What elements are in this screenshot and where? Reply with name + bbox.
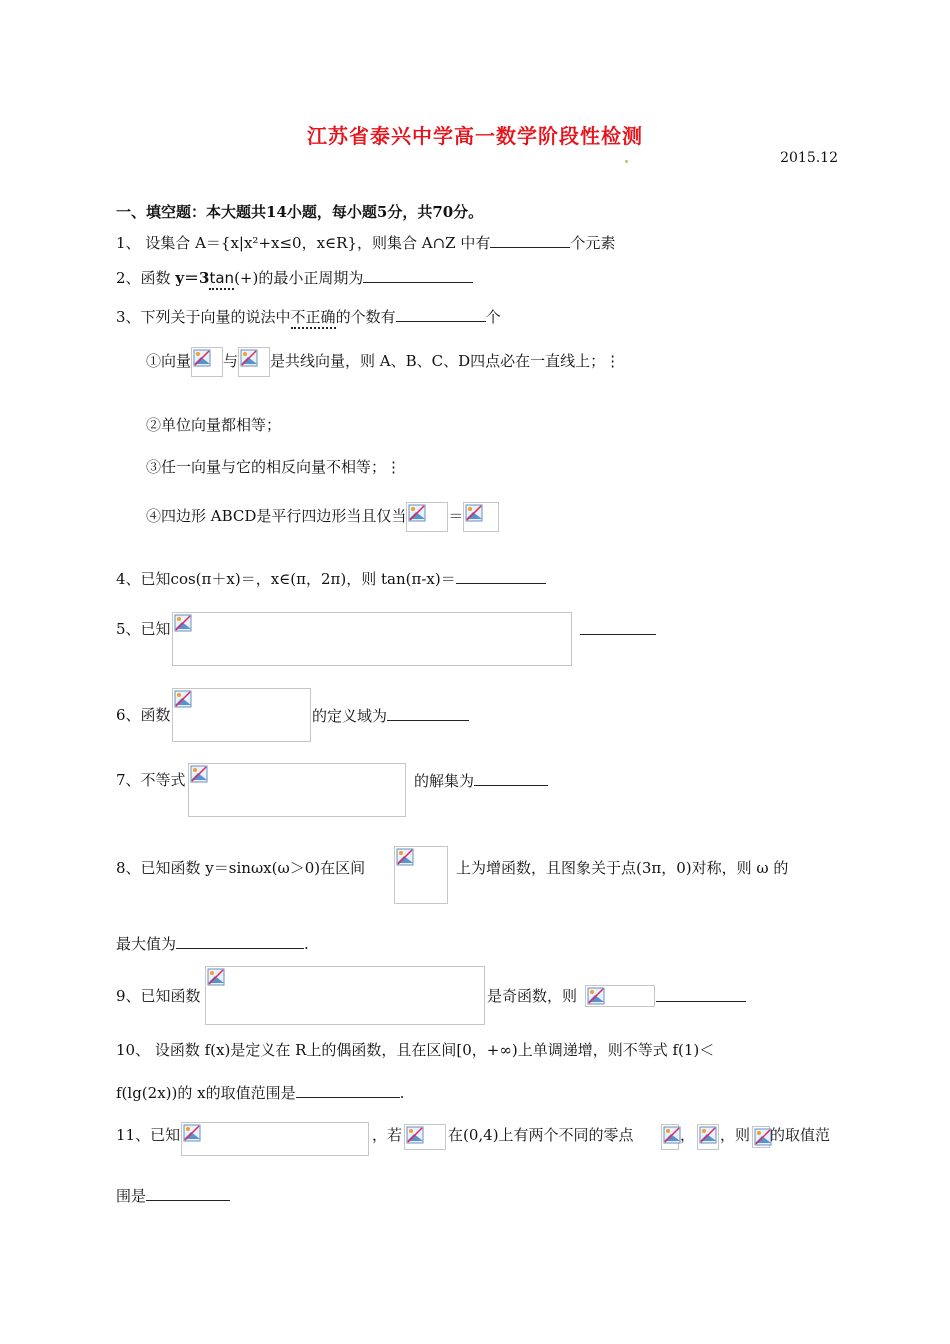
question-1: 1、 设集合 A＝{x|x²+x≤0，x∈R}，则集合 A∩Z 中有 个元素 <box>116 231 615 254</box>
question-3-item-1: ①向量 与 是共线向量，则 A、B、C、D四点必在一直线上；⋮ <box>146 347 620 377</box>
broken-image-icon <box>396 848 414 866</box>
broken-image-icon <box>406 1126 424 1144</box>
page-title: 江苏省泰兴中学高一数学阶段性检测 <box>307 124 643 148</box>
answer-blank[interactable] <box>146 1184 230 1201</box>
question-3: 3、下列关于向量的说法中不正确的个数有 个 <box>116 305 501 328</box>
question-11-line2: 围是 <box>116 1184 230 1207</box>
question-4: 4、已知cos(π＋x)＝，x∈(π，2π)，则 tan(π-x)＝ <box>116 567 546 590</box>
answer-blank[interactable] <box>363 266 473 283</box>
broken-image-icon <box>207 968 225 986</box>
question-11-label: 11、已知 <box>116 1126 181 1144</box>
vector-image <box>191 347 223 377</box>
answer-blank[interactable] <box>396 305 486 322</box>
broken-image-icon <box>193 349 211 367</box>
question-5-label: 5、已知 <box>116 620 171 638</box>
broken-image-icon <box>699 1126 717 1144</box>
section-heading: 一、填空题：本大题共14小题，每小题5分，共70分。 <box>116 203 484 221</box>
formula-image <box>181 1122 369 1156</box>
question-2: 2、函数 y＝3tan(+)的最小正周期为 <box>116 266 473 289</box>
vector-image <box>406 502 448 532</box>
question-11-text: ，若 <box>372 1126 403 1144</box>
broken-image-icon <box>174 690 192 708</box>
question-8-label: 8、已知函数 y＝sinωx(ω＞0)在区间 <box>116 859 366 877</box>
formula-image <box>661 1124 679 1150</box>
question-3-item-4: ④四边形 ABCD是平行四边形当且仅当 ＝ <box>146 502 499 532</box>
question-7-text: 的解集为 <box>414 769 548 792</box>
question-3-item-2: ②单位向量都相等； <box>146 416 282 434</box>
broken-image-icon <box>465 504 483 522</box>
answer-blank[interactable] <box>474 769 548 786</box>
broken-image-icon <box>174 614 192 632</box>
formula-image <box>404 1124 446 1150</box>
broken-image-icon <box>663 1126 681 1144</box>
formula-image <box>172 612 572 666</box>
answer-blank[interactable] <box>490 231 570 248</box>
question-10-line1: 10、 设函数 f(x)是定义在 R上的偶函数，且在区间[0，+∞)上单调递增，则不等式 f(1)＜ <box>116 1041 715 1059</box>
formula-image <box>752 1126 770 1148</box>
vector-image <box>238 347 270 377</box>
question-11-text: 的取值范 <box>770 1126 831 1144</box>
question-5-answer <box>580 618 656 641</box>
question-3-item-3: ③任一向量与它的相反向量不相等；⋮ <box>146 458 402 476</box>
formula-image <box>394 846 448 904</box>
answer-blank[interactable] <box>296 1081 400 1098</box>
question-9-label: 9、已知函数 <box>116 987 201 1005</box>
question-9-answer <box>656 985 746 1008</box>
exam-date: 2015.12 <box>780 150 838 166</box>
answer-blank[interactable] <box>580 618 656 635</box>
formula-image <box>172 688 311 742</box>
question-6-text: 的定义域为 <box>312 704 469 727</box>
formula-image <box>697 1124 719 1150</box>
broken-image-icon <box>190 765 208 783</box>
question-9-text: 是奇函数，则 <box>487 987 578 1005</box>
broken-image-icon <box>408 504 426 522</box>
broken-image-icon <box>240 349 258 367</box>
answer-blank[interactable] <box>456 567 546 584</box>
scan-speck <box>625 160 628 163</box>
question-11-text: 在(0,4)上有两个不同的零点 <box>448 1126 634 1144</box>
formula-image <box>205 966 485 1025</box>
question-10-line2: f(lg(2x))的 x的取值范围是 . <box>116 1081 404 1104</box>
vector-image <box>463 502 499 532</box>
answer-blank[interactable] <box>387 704 469 721</box>
question-11-text: ，则 <box>720 1126 751 1144</box>
broken-image-icon <box>587 987 605 1005</box>
answer-blank[interactable] <box>176 932 304 949</box>
formula-image <box>188 763 406 817</box>
question-11-text: ， <box>680 1126 696 1144</box>
question-7-label: 7、不等式 <box>116 771 186 789</box>
answer-blank[interactable] <box>656 985 746 1002</box>
formula-image <box>585 985 655 1007</box>
question-6-label: 6、函数 <box>116 706 171 724</box>
question-8-line2: 最大值为 . <box>116 932 309 955</box>
broken-image-icon <box>183 1124 201 1142</box>
question-8-text: 上为增函数，且图象关于点(3π，0)对称，则 ω 的 <box>456 859 789 877</box>
